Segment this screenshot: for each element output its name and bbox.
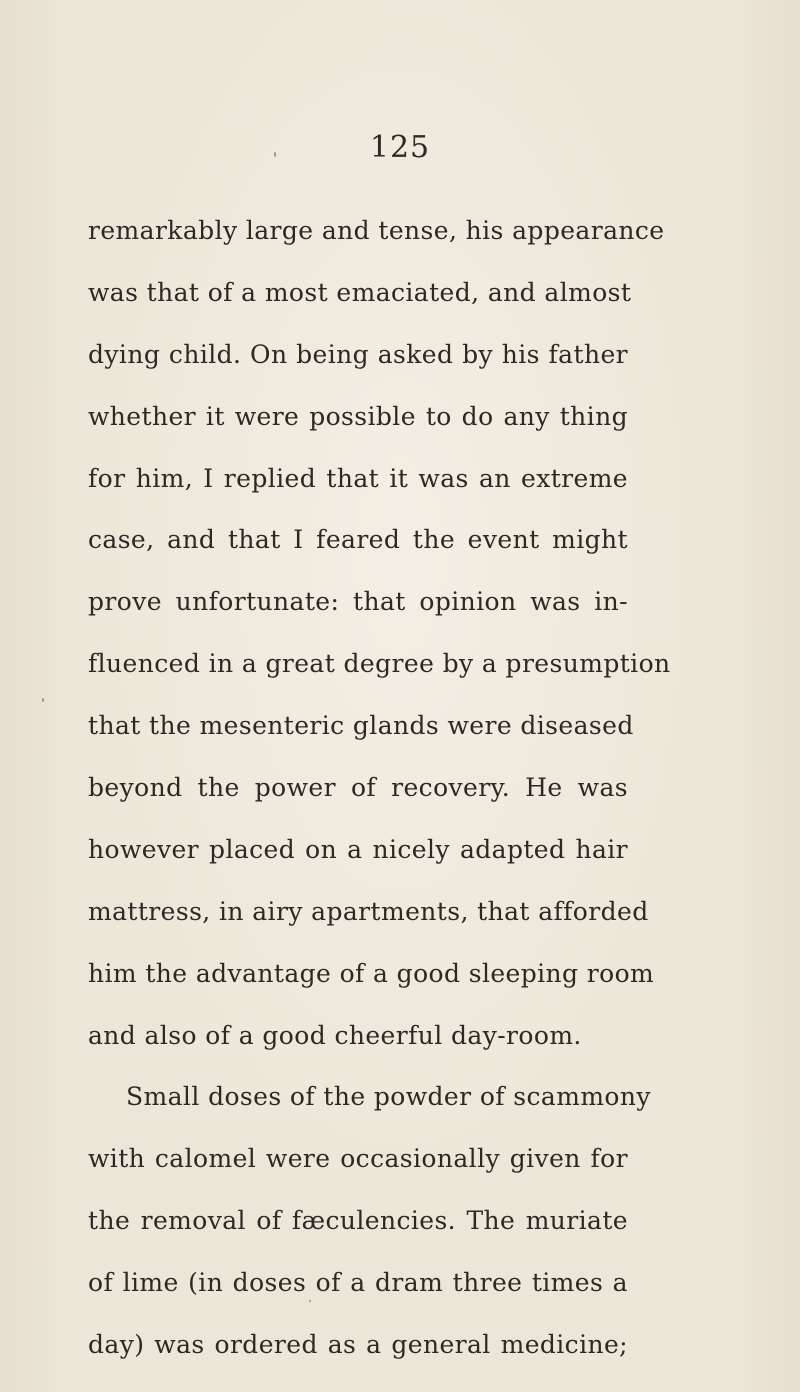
text-line: mattress, in airy apartments, that afforded (88, 896, 649, 926)
page-number: 125 (369, 130, 431, 165)
text-line: of lime (in doses of a dram three times a (88, 1268, 628, 1298)
text-line: the removal of fæculencies. The muriate (88, 1206, 628, 1236)
text-line: with calomel were occasionally given for (88, 1144, 628, 1174)
text-line: remarkably large and tense, his appearance (88, 216, 665, 245)
text-line: whether it were possible to do any thing (88, 401, 628, 431)
text-line: fluenced in a great degree by a presumption (88, 649, 671, 679)
text-line: him the advantage of a good sleeping room (88, 958, 655, 988)
text-line: case, and that I feared the event might (88, 525, 628, 555)
text-line: day) was ordered as a general medicine; (88, 1330, 628, 1360)
text-line: prove unfortunate: that opinion was in- (88, 587, 628, 617)
paper-speck (42, 698, 44, 702)
text-line: for him, I replied that it was an extreme (88, 463, 628, 493)
text-line: that the mesenteric glands were diseased (88, 711, 634, 741)
text-line: Small doses of the powder of scammony (126, 1082, 651, 1112)
text-line: dying child. On being asked by his father (88, 339, 628, 369)
body-text (88, 200, 671, 1376)
text-line: was that of a most emaciated, and almost (88, 277, 632, 307)
text-line: however placed on a nicely adapted hair (88, 834, 628, 864)
text-line: beyond the power of recovery. He was (88, 773, 628, 803)
text-line: and also of a good cheerful day-room. (88, 1020, 582, 1050)
